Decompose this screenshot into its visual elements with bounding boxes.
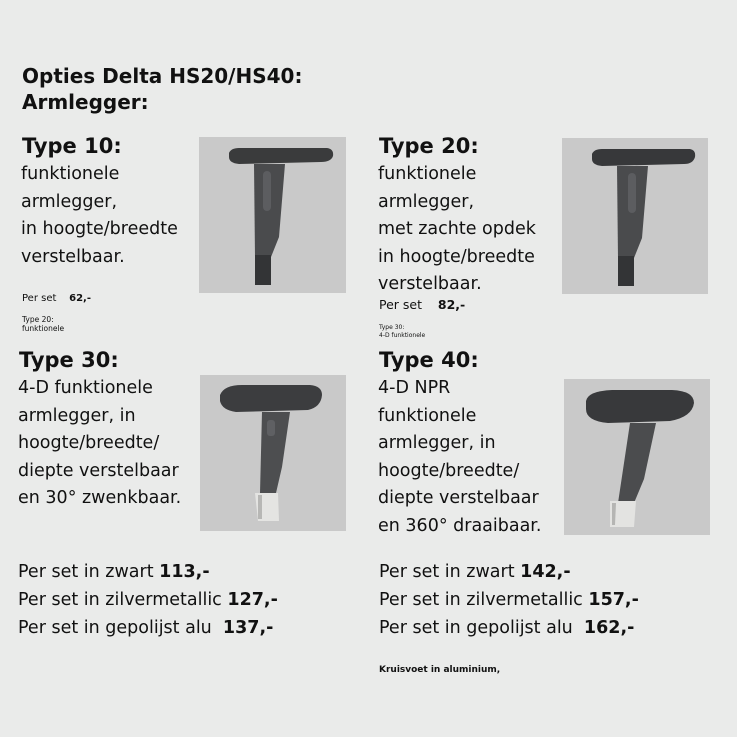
type-40-price-list (379, 558, 639, 642)
type-30-armrest-photo (200, 375, 346, 531)
desc-line: in hoogte/breedte (378, 246, 535, 267)
desc-line: verstelbaar. (378, 274, 482, 294)
desc-line: verstelbaar. (21, 246, 125, 267)
price-row-black (379, 558, 639, 586)
price-value: 113,- (159, 562, 210, 582)
footnote-line: Type 20: (22, 315, 54, 324)
desc-line: en 360° draaibaar. (378, 515, 542, 536)
desc-line: hoogte/breedte/ (18, 433, 160, 453)
desc-line: armlegger, in (378, 433, 496, 453)
price-label: Per set in zilvermetallic (379, 590, 583, 610)
desc-line: 4-D funktionele (18, 378, 153, 398)
desc-line: en 30° zwenkbaar. (18, 488, 182, 508)
price-value: 142,- (520, 562, 571, 582)
price-label: Per set in gepolijst alu (18, 618, 212, 638)
footnote-line: Type 30: (379, 324, 405, 331)
type-10-footnote (22, 315, 64, 333)
type-20-title: Type 20: (379, 134, 479, 158)
price-value: 157,- (588, 590, 639, 610)
price-row-silver (18, 586, 278, 614)
desc-line: in hoogte/breedte (21, 219, 178, 239)
bottom-note: Kruisvoet in aluminium, (379, 665, 501, 675)
type-10-title: Type 10: (22, 134, 122, 158)
price-label: Per set in zwart (379, 562, 515, 582)
type-20-description (378, 161, 536, 299)
desc-line: armlegger, (21, 191, 118, 212)
type-40-armrest-photo (564, 379, 710, 535)
desc-line: funktionele (378, 405, 477, 426)
price-value: 137,- (222, 618, 274, 638)
footnote-line: 4-D funktionele (379, 332, 426, 339)
price-label: Per set in gepolijst alu (379, 618, 573, 638)
price-value: 127,- (227, 590, 278, 610)
desc-line: funktionele (21, 164, 120, 184)
price-value: 82,- (437, 297, 466, 312)
price-row-polished (379, 614, 639, 642)
desc-line: hoogte/breedte/ (378, 460, 520, 481)
type-30-title: Type 30: (19, 348, 119, 372)
type-20-footnote (379, 324, 425, 340)
type-20-price (379, 297, 465, 312)
price-label: Per set (379, 297, 422, 312)
type-30-description (18, 375, 181, 513)
type-10-armrest-photo (199, 137, 346, 293)
price-row-silver (379, 586, 639, 614)
desc-line: diepte verstelbaar (18, 460, 179, 481)
price-label: Per set in zwart (18, 562, 154, 582)
price-value: 162,- (583, 618, 635, 638)
price-row-polished (18, 614, 278, 642)
desc-line: met zachte opdek (378, 219, 536, 239)
type-20-armrest-photo (562, 138, 708, 294)
type-10-description (21, 161, 178, 271)
type-40-description (378, 375, 541, 540)
heading-line-2: Armlegger: (22, 90, 149, 114)
desc-line: diepte verstelbaar (378, 488, 539, 508)
footnote-line: funktionele (22, 324, 65, 333)
desc-line: funktionele (378, 164, 477, 184)
desc-line: armlegger, (378, 191, 475, 212)
heading-line-1: Opties Delta HS20/HS40: (22, 64, 303, 88)
price-row-black (18, 558, 278, 586)
type-10-price (22, 292, 91, 306)
desc-line: 4-D NPR (378, 378, 451, 398)
price-label: Per set in zilvermetallic (18, 590, 222, 610)
type-40-title: Type 40: (379, 348, 479, 372)
type-30-price-list (18, 558, 278, 642)
desc-line: armlegger, in (18, 405, 136, 426)
price-label: Per set (22, 293, 57, 304)
page-heading (22, 63, 302, 115)
price-value: 62,- (69, 293, 91, 304)
